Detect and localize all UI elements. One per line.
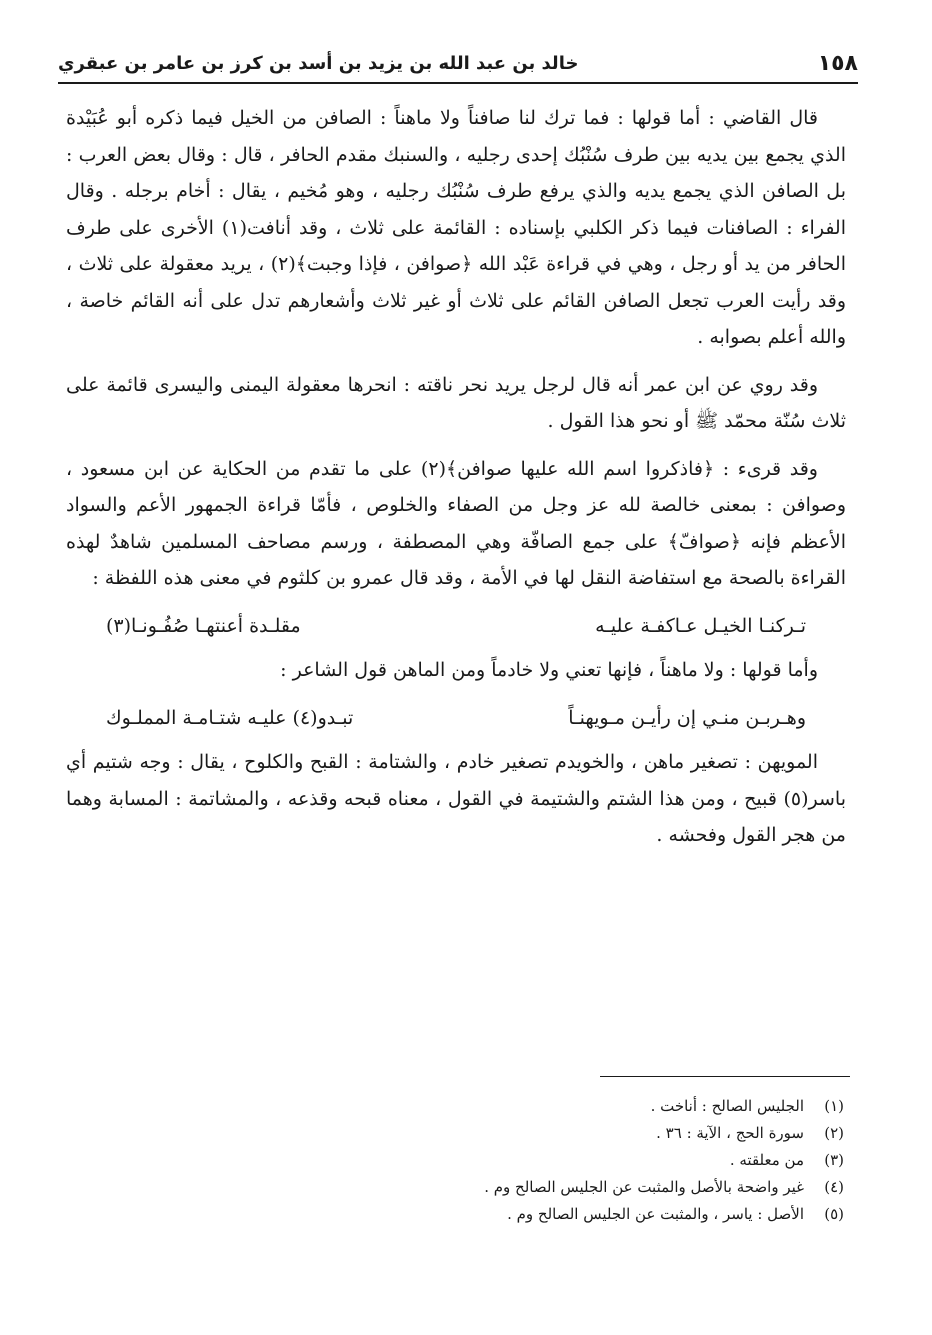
page-header [58,38,858,80]
footnotes [124,1093,844,1228]
footnote-number: (٤) [824,1178,844,1196]
footnote [124,1120,844,1147]
paragraph-1: قال القاضي : أما قولها : فما ترك لنا صافناً ولا ماهناً : الصافن من الخيل فيما ذكره أبو عُبَيْدة الذي يجمع بين يديه بين طرف سُنْبُك إحدى رجليه ، والسنبك مقدم الحافر ، قال : وقال بعض العرب : بل الصافن الذي يجمع يديه والذي يرفع طرف سُنْبُك رجليه ، وهو مُخيم ، يقال : أخام برجله . وقال الفراء : الصافنات فيما ذكر الكلبي بإسناده : القائمة على ثلاث ، وقد أنافت(١) الأخرى على طرف الحافر من يد أو رجل ، وهي في قراءة عَبْد الله ﴿صوافن ، فإذا وجبت﴾(٢) ، يريد معقولة على ثلاث ، وقد رأيت العرب تجعل الصافن القائم على ثلاث أو غير ثلاث وأشعارهم تدل على أنه القائم خاصة ، والله أعلم بصوابه . [66,107,847,348]
footnote-rule [600,1076,850,1077]
footnote-number: (١) [824,1097,844,1115]
verse-2 [106,700,806,737]
paragraph-3: وقد قرىء : ﴿فاذكروا اسم الله عليها صوافن﴾(٢) على ما تقدم من الحكاية عن ابن مسعود ، وصوافن : بمعنى خالصة لله عز وجل من الصفاء والخلوص ، فأمّا قراءة الجمهور الأعم والسواد الأعظم فإنه ﴿صوافّ﴾ على جمع الصافّة وهي المصطفة ، ورسم مصاحف المسلمين شاهدٌ لهذه القراءة بالصحة مع استفاضة النقل لها في الأمة ، وقد قال عمرو بن كلثوم في معنى هذه اللفظة : [66,457,846,589]
footnote-text: سورة الحج ، الآية : ٣٦ . [656,1124,804,1142]
verse-1-second-hemistich: مقلـدة أعنتهـا صُفُـونـا(٣) [106,614,301,637]
verse-1 [106,608,806,645]
footnote [124,1174,844,1201]
footnote [124,1147,844,1174]
running-title: خالد بن عبد الله بن يزيد بن أسد بن كرز بن عامر بن عبقري [58,53,579,74]
footnote-number: (٢) [824,1124,844,1142]
footnote-number: (٣) [824,1151,844,1169]
verse-1-first-hemistich: تـركنـا الخيـل عـاكفـة عليـه [595,614,806,637]
main-text [66,100,846,865]
footnote-text: الأصل : ياسر ، والمثبت عن الجليس الصالح وم . [507,1205,804,1223]
paragraph-4: وأما قولها : ولا ماهناً ، فإنها تعني ولا خادماً ومن الماهن قول الشاعر : [280,659,818,681]
footnote-text: الجليس الصالح : أناخت . [650,1097,804,1115]
footnote [124,1201,844,1228]
paragraph-2: وقد روي عن ابن عمر أنه قال لرجل يريد نحر ناقته : انحرها معقولة اليمنى واليسرى قائمة على ثلاث سُنّة محمّد ﷺ أو نحو هذا القول . [66,373,846,432]
footnote-text: غير واضحة بالأصل والمثبت عن الجليس الصالح وم . [484,1178,804,1196]
verse-2-second-hemistich: تبـدو(٤) عليـه شتـامـة المملـوك [106,706,354,729]
footnote-number: (٥) [824,1205,844,1223]
footnote-text: من معلقته . [729,1151,804,1169]
verse-2-first-hemistich: وهـربـن منـي إن رأيـن مـويهنـاً [568,706,806,729]
header-rule [58,82,858,84]
footnote [124,1093,844,1120]
paragraph-5: المويهن : تصغير ماهن ، والخويدم تصغير خادم ، والشتامة : القبح والكلوح ، يقال : وجه شتيم أي باسر(٥) قبيح ، ومن هذا الشتم والشتيمة في القول ، معناه قبحه وقذعه ، والمشاتمة : المسابة وهما من هجر القول وفحشه . [66,751,846,846]
page-number: ١٥٨ [817,51,858,76]
